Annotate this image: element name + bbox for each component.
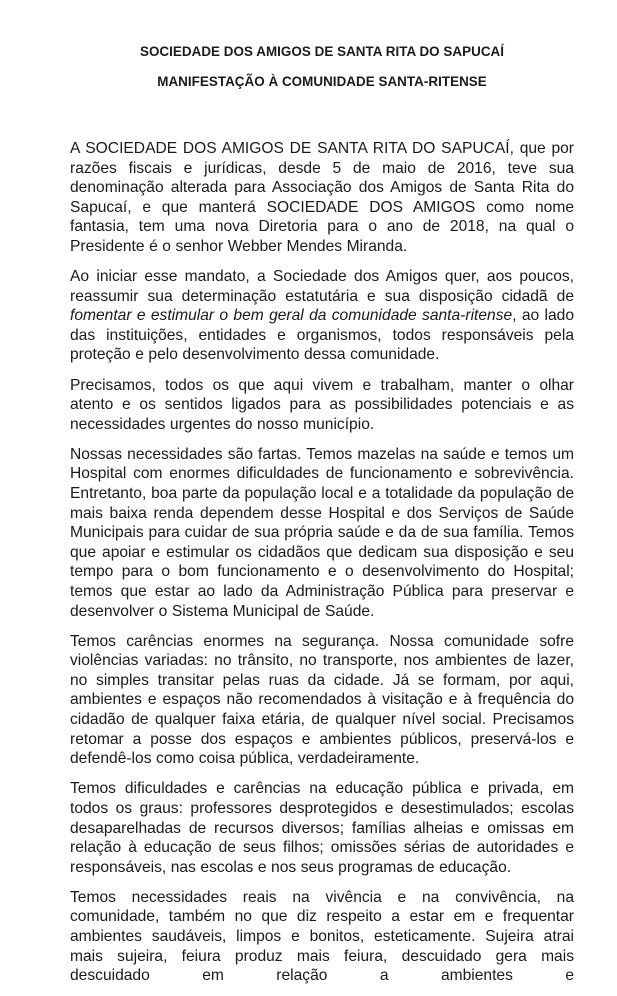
document-body bbox=[70, 139, 574, 986]
paragraph-mandate-tail: , ao lado das instituições, entidades e organismos, todos responsáveis pela proteção e pelo desenvolvimento dessa comunidade. bbox=[70, 307, 574, 364]
paragraph-education: Temos dificuldades e carências na educação pública e privada, em todos os graus: professores desprotegidos e desestimulados; escolas desaparelhadas de recursos diversos; famílias alheias e omissas em relação à educação de seus filhos; omissões sérias de autoridades e responsáveis, nas escolas e nos seus programas de educação. bbox=[70, 780, 574, 876]
paragraph-environment: Temos necessidades reais na vivência e na convivência, na comunidade, também no que diz respeito a estar em e frequentar ambientes saudáveis, limpos e bonitos, esteticamente. Sujeira atrai mais sujeira, feiura produz mais feiura, descuidado gera mais descuidado em relação a ambientes e bbox=[70, 888, 574, 985]
document-title: SOCIEDADE DOS AMIGOS DE SANTA RITA DO SAPUCAÍ bbox=[139, 44, 505, 59]
paragraph-new-board: A SOCIEDADE DOS AMIGOS DE SANTA RITA DO SAPUCAÍ, que por razões fiscais e jurídicas, desde 5 de maio de 2016, teve sua denominação alterada para Associação dos Amigos de Santa Rita do Sapucaí, e que manterá SOCIEDADE DOS AMIGOS como nome fantasia, tem uma nova Diretoria para o ano de 2018, na qual o Presidente é o senhor Webber Mendes Miranda. bbox=[70, 140, 574, 255]
paragraph-attention: Precisamos, todos os que aqui vivem e trabalham, manter o olhar atento e os sentidos ligados para as possibilidades potenciais e as necessidades urgentes do nosso município. bbox=[70, 376, 574, 433]
document-page bbox=[70, 44, 574, 996]
paragraph-security: Temos carências enormes na segurança. Nossa comunidade sofre violências variadas: no trânsito, no transporte, nos ambientes de lazer, no simples transitar pelas ruas da cidade. Já se formam, por aqui, ambientes e espaços não recomendados à visitação e à frequência do cidadão de qualquer faixa etária, de qualquer nível social. Precisamos retomar a posse dos espaços e ambientes públicos, preservá-los e defendê-los como coisa pública, verdadeiramente. bbox=[70, 632, 574, 768]
document-subtitle: MANIFESTAÇÃO À COMUNIDADE SANTA-RITENSE bbox=[157, 74, 487, 89]
paragraph-mandate bbox=[70, 267, 574, 365]
paragraph-health: Nossas necessidades são fartas. Temos mazelas na saúde e temos um Hospital com enormes dificuldades de funcionamento e sobrevivência. Entretanto, boa parte da população local e a totalidade da população de mais baixa renda dependem desse Hospital e dos Serviços de Saúde Municipais para cuidar de sua própria saúde e da de sua família. Temos que apoiar e estimular os cidadãos que dedicam sua disposição e seu tempo para o bom funcionamento e o desenvolvimento do Hospital; temos que estar ao lado da Administração Pública para preservar e desenvolver o Sistema Municipal de Saúde. bbox=[70, 445, 574, 620]
paragraph-mandate-italic: fomentar e estimular o bem geral da comunidade santa-ritense bbox=[70, 307, 513, 325]
paragraph-mandate-lead: Ao iniciar esse mandato, a Sociedade dos Amigos quer, aos poucos, reassumir sua determinação estatutária e sua disposição cidadã de bbox=[70, 268, 574, 305]
